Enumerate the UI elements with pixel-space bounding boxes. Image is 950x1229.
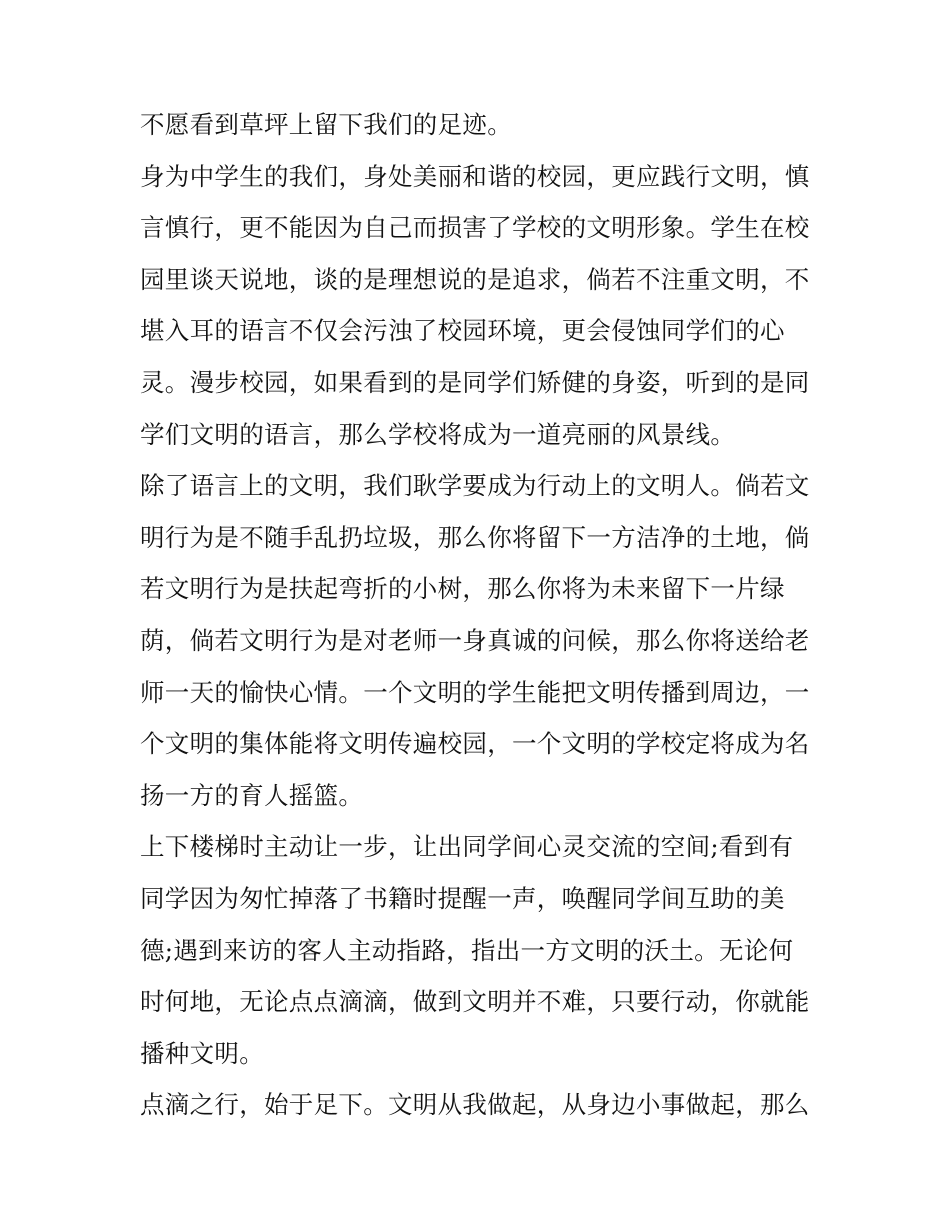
text-line: 荫，倘若文明行为是对老师一身真诚的问候，那么你将送给老 bbox=[140, 625, 810, 655]
text-line: 同学因为匆忙掉落了书籍时提醒一声，唤醒同学间互助的美 bbox=[140, 883, 785, 913]
text-line: 除了语言上的文明，我们耿学要成为行动上的文明人。倘若文 bbox=[140, 471, 810, 501]
text-line: 播种文明。 bbox=[140, 1038, 264, 1068]
text-line: 学们文明的语言，那么学校将成为一道亮丽的风景线。 bbox=[140, 419, 736, 449]
text-line: 时何地，无论点点滴滴，做到文明并不难，只要行动，你就能 bbox=[140, 987, 810, 1017]
text-line: 言慎行，更不能因为自己而损害了学校的文明形象。学生在校 bbox=[140, 213, 810, 243]
document-body bbox=[140, 108, 820, 1140]
text-line: 若文明行为是扶起弯折的小树，那么你将为未来留下一片绿 bbox=[140, 574, 785, 604]
text-line: 不愿看到草坪上留下我们的足迹。 bbox=[140, 110, 512, 139]
text-line: 个文明的集体能将文明传遍校园，一个文明的学校定将成为名 bbox=[140, 729, 810, 759]
text-line: 明行为是不随手乱扔垃圾，那么你将留下一方洁净的土地，倘 bbox=[140, 522, 810, 552]
text-line: 上下楼梯时主动让一步，让出同学间心灵交流的空间;看到有 bbox=[140, 832, 794, 862]
text-line: 灵。漫步校园，如果看到的是同学们矫健的身姿，听到的是同 bbox=[140, 367, 810, 397]
text-line: 堪入耳的语言不仅会污浊了校园环境，更会侵蚀同学们的心 bbox=[140, 316, 785, 346]
text-line: 德;遇到来访的客人主动指路，指出一方文明的沃土。无论何 bbox=[140, 935, 794, 965]
text-line: 身为中学生的我们，身处美丽和谐的校园，更应践行文明，慎 bbox=[140, 161, 810, 191]
text-line: 点滴之行，始于足下。文明从我做起，从身边小事做起，那么 bbox=[140, 1090, 810, 1120]
text-line: 师一天的愉快心情。一个文明的学生能把文明传播到周边，一 bbox=[140, 677, 810, 707]
text-line: 园里谈天说地，谈的是理想说的是追求，倘若不注重文明，不 bbox=[140, 264, 810, 294]
text-line: 扬一方的育人摇篮。 bbox=[140, 780, 364, 810]
